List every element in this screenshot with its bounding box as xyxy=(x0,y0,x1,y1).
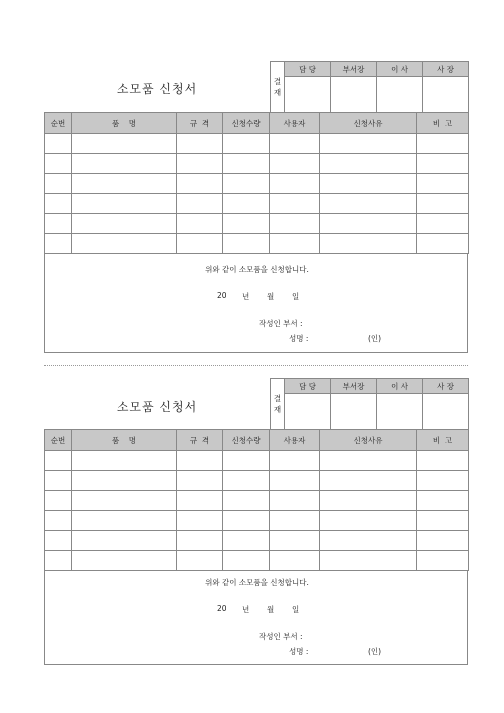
cell[interactable] xyxy=(223,451,270,471)
cell[interactable] xyxy=(270,551,320,571)
col-header-spec: 규 격 xyxy=(177,430,223,451)
cell[interactable] xyxy=(270,471,320,491)
col-header-item: 품 명 xyxy=(72,113,177,134)
cell[interactable] xyxy=(270,531,320,551)
approval-sign-1[interactable] xyxy=(285,77,331,113)
seal-label: (인) xyxy=(368,647,382,656)
cell[interactable] xyxy=(72,551,177,571)
cell[interactable] xyxy=(270,234,320,254)
cell[interactable] xyxy=(177,551,223,571)
col-header-qty: 신청수량 xyxy=(223,113,270,134)
cell[interactable] xyxy=(320,174,417,194)
cell[interactable] xyxy=(223,234,270,254)
cell[interactable] xyxy=(177,174,223,194)
cell[interactable] xyxy=(270,134,320,154)
date-year: 20 xyxy=(217,291,227,300)
cell[interactable] xyxy=(72,531,177,551)
cell[interactable] xyxy=(177,154,223,174)
table-row xyxy=(45,214,469,234)
table-row xyxy=(45,134,469,154)
cell[interactable] xyxy=(270,491,320,511)
col-header-qty: 신청수량 xyxy=(223,430,270,451)
cell[interactable] xyxy=(72,134,177,154)
col-header-spec: 규 격 xyxy=(177,113,223,134)
cell[interactable] xyxy=(72,451,177,471)
cell[interactable] xyxy=(417,451,469,471)
approval-side-label: 결 재 xyxy=(271,379,285,430)
cell[interactable] xyxy=(72,234,177,254)
cell[interactable] xyxy=(417,134,469,154)
cell[interactable] xyxy=(177,491,223,511)
cell[interactable] xyxy=(417,471,469,491)
date-month-label: 월 xyxy=(267,292,275,301)
cell[interactable] xyxy=(320,214,417,234)
name-label: 성명 : xyxy=(289,334,309,343)
date-day-label: 일 xyxy=(292,292,300,301)
cell[interactable] xyxy=(270,194,320,214)
cell[interactable] xyxy=(417,174,469,194)
date-month-label: 월 xyxy=(267,605,275,614)
cell[interactable] xyxy=(270,214,320,234)
cell[interactable] xyxy=(320,451,417,471)
cell[interactable] xyxy=(320,134,417,154)
cell[interactable] xyxy=(223,511,270,531)
cell[interactable] xyxy=(72,174,177,194)
table-row xyxy=(45,551,469,571)
cell[interactable] xyxy=(72,154,177,174)
cell[interactable] xyxy=(45,491,72,511)
cell[interactable] xyxy=(417,214,469,234)
date-day-label: 일 xyxy=(292,605,300,614)
col-header-user: 사용자 xyxy=(270,430,320,451)
items-table xyxy=(44,112,469,254)
cell[interactable] xyxy=(417,154,469,174)
cell[interactable] xyxy=(320,194,417,214)
cell[interactable] xyxy=(177,214,223,234)
col-header-reason: 신청사유 xyxy=(320,113,417,134)
approval-sign-4[interactable] xyxy=(423,77,469,113)
cell[interactable] xyxy=(177,234,223,254)
cell[interactable] xyxy=(223,471,270,491)
form-footer xyxy=(44,254,468,353)
cell[interactable] xyxy=(320,491,417,511)
table-row xyxy=(45,194,469,214)
cell[interactable] xyxy=(223,194,270,214)
cell[interactable] xyxy=(45,194,72,214)
approval-sign-2[interactable] xyxy=(331,77,377,113)
table-row xyxy=(45,511,469,531)
approval-sign-3[interactable] xyxy=(377,394,423,430)
cell[interactable] xyxy=(417,531,469,551)
cell[interactable] xyxy=(223,174,270,194)
dept-label: 작성인 부서 : xyxy=(259,632,303,641)
cell[interactable] xyxy=(270,511,320,531)
table-row xyxy=(45,174,469,194)
cell[interactable] xyxy=(223,154,270,174)
cell[interactable] xyxy=(417,491,469,511)
approval-sign-3[interactable] xyxy=(377,77,423,113)
approval-sign-1[interactable] xyxy=(285,394,331,430)
date-year-label: 년 xyxy=(242,605,250,614)
table-row xyxy=(45,531,469,551)
cell[interactable] xyxy=(223,134,270,154)
seal-label: (인) xyxy=(368,334,382,343)
table-row xyxy=(45,471,469,491)
cell[interactable] xyxy=(320,154,417,174)
col-header-item: 품 명 xyxy=(72,430,177,451)
col-header-no: 순번 xyxy=(45,430,72,451)
cell[interactable] xyxy=(45,451,72,471)
cell[interactable] xyxy=(45,214,72,234)
cell[interactable] xyxy=(45,234,72,254)
approval-role-3: 이 사 xyxy=(377,62,423,77)
approval-box xyxy=(270,378,469,430)
cell[interactable] xyxy=(72,511,177,531)
cell[interactable] xyxy=(320,531,417,551)
table-row xyxy=(45,451,469,471)
cell[interactable] xyxy=(72,491,177,511)
col-header-note: 비 고 xyxy=(417,430,469,451)
cell[interactable] xyxy=(45,174,72,194)
cell[interactable] xyxy=(45,471,72,491)
approval-role-3: 이 사 xyxy=(377,379,423,394)
statement-text: 위와 같이 소모품을 신청합니다. xyxy=(205,578,309,587)
table-row xyxy=(45,154,469,174)
approval-role-4: 사 장 xyxy=(423,379,469,394)
cell[interactable] xyxy=(45,154,72,174)
cell[interactable] xyxy=(45,134,72,154)
cell[interactable] xyxy=(270,451,320,471)
approval-role-1: 담 당 xyxy=(285,379,331,394)
cell[interactable] xyxy=(177,194,223,214)
cell[interactable] xyxy=(417,234,469,254)
approval-sign-2[interactable] xyxy=(331,394,377,430)
cell[interactable] xyxy=(320,551,417,571)
cell[interactable] xyxy=(320,234,417,254)
form-title: 소모품 신청서 xyxy=(116,400,198,414)
cell[interactable] xyxy=(223,531,270,551)
cell[interactable] xyxy=(417,511,469,531)
approval-role-1: 담 당 xyxy=(285,62,331,77)
approval-sign-4[interactable] xyxy=(423,394,469,430)
name-label: 성명 : xyxy=(289,647,309,656)
form-title: 소모품 신청서 xyxy=(116,82,198,96)
approval-box xyxy=(270,61,469,113)
cell[interactable] xyxy=(72,471,177,491)
date-year: 20 xyxy=(217,604,227,613)
date-year-label: 년 xyxy=(242,292,250,301)
approval-role-2: 부서장 xyxy=(331,379,377,394)
cell[interactable] xyxy=(72,214,177,234)
cell[interactable] xyxy=(177,134,223,154)
col-header-no: 순번 xyxy=(45,113,72,134)
form-footer xyxy=(44,571,468,665)
cell[interactable] xyxy=(177,511,223,531)
approval-role-2: 부서장 xyxy=(331,62,377,77)
cell[interactable] xyxy=(270,174,320,194)
table-row xyxy=(45,234,469,254)
cell[interactable] xyxy=(223,551,270,571)
cell[interactable] xyxy=(177,451,223,471)
approval-role-4: 사 장 xyxy=(423,62,469,77)
cell[interactable] xyxy=(223,491,270,511)
cell[interactable] xyxy=(417,551,469,571)
statement-text: 위와 같이 소모품을 신청합니다. xyxy=(205,265,309,274)
cell[interactable] xyxy=(177,531,223,551)
cell[interactable] xyxy=(177,471,223,491)
cell[interactable] xyxy=(270,154,320,174)
items-table xyxy=(44,429,469,571)
col-header-user: 사용자 xyxy=(270,113,320,134)
cell[interactable] xyxy=(320,471,417,491)
col-header-note: 비 고 xyxy=(417,113,469,134)
cell[interactable] xyxy=(45,551,72,571)
cell[interactable] xyxy=(223,214,270,234)
cell[interactable] xyxy=(45,511,72,531)
cell[interactable] xyxy=(72,194,177,214)
dept-label: 작성인 부서 : xyxy=(259,319,303,328)
table-row xyxy=(45,491,469,511)
cell[interactable] xyxy=(320,511,417,531)
dotted-separator xyxy=(44,365,468,366)
cell[interactable] xyxy=(417,194,469,214)
cell[interactable] xyxy=(45,531,72,551)
col-header-reason: 신청사유 xyxy=(320,430,417,451)
approval-side-label: 결 재 xyxy=(271,62,285,113)
